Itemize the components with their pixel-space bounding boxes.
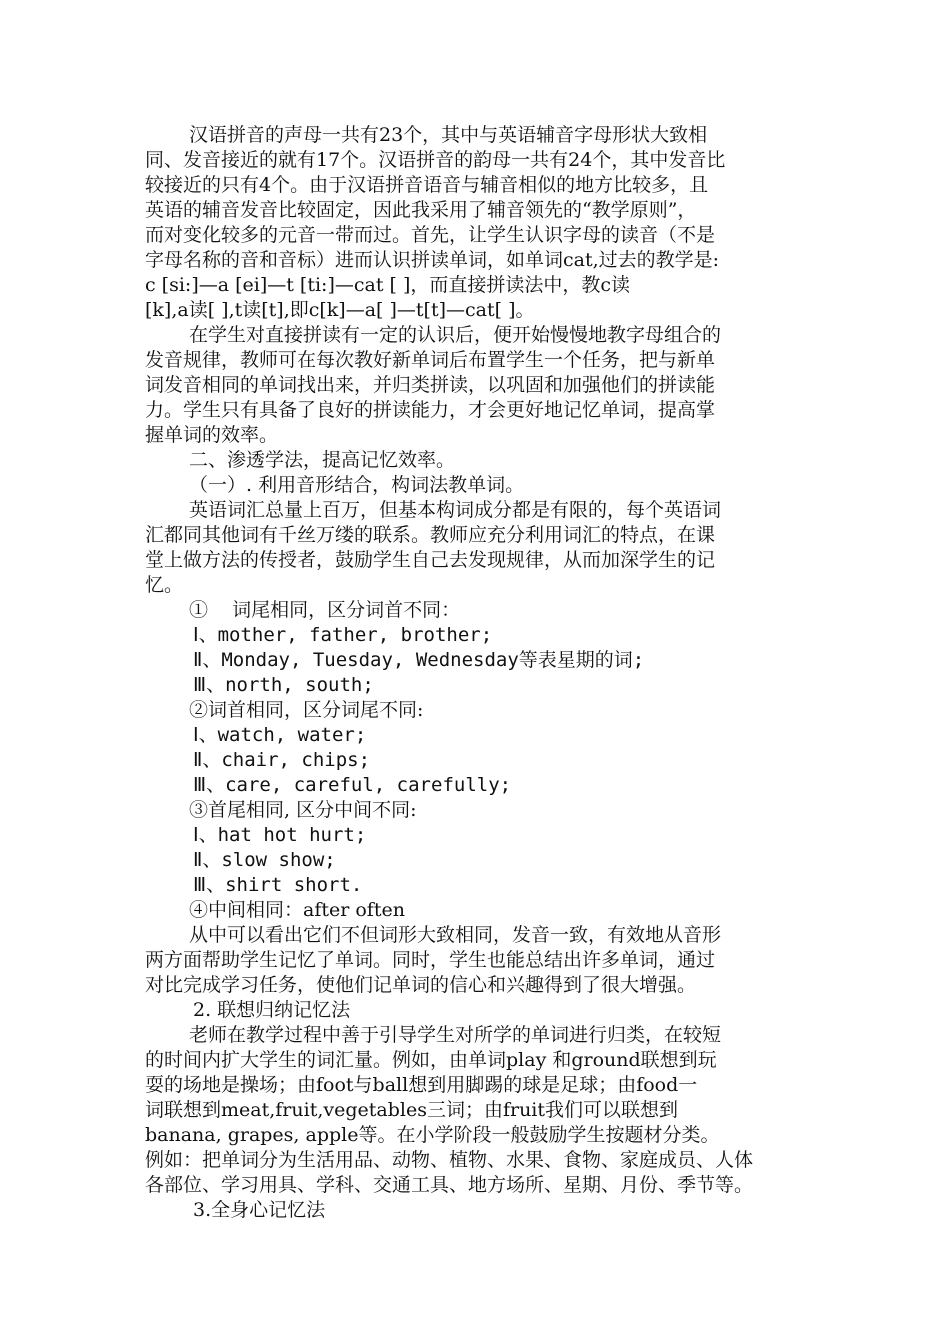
paragraph-line: 英语的辅音发音比较固定，因此我采用了辅音领先的“教学原则”， <box>145 199 697 221</box>
paragraph-line: 发音规律，教师可在每次教好新单词后布置学生一个任务，把与新单 <box>145 349 716 371</box>
list-item: Ⅱ、slow show; <box>193 849 336 871</box>
phonetic-line: [k],a读[ ],t读[t],即c[k]—a[ ]—t[t]—cat[ ]。 <box>145 299 535 321</box>
subsection-heading: （一）. 利用音形结合，构词法教单词。 <box>189 474 525 496</box>
paragraph-line: 忆。 <box>145 574 184 596</box>
list-item: Ⅲ、shirt short. <box>193 874 363 896</box>
paragraph-line: 较接近的只有4个。由于汉语拼音语音与辅音相似的地方比较多，且 <box>145 174 709 196</box>
phonetic-line: c [si:]—a [ei]—t [ti:]—cat [ ]，而直接拼读法中，教c读 <box>145 274 631 296</box>
paragraph-line: banana, grapes, apple等。在小学阶段一般鼓励学生按题材分类。 <box>145 1124 720 1146</box>
list-item: Ⅲ、north, south; <box>193 674 374 696</box>
list-item: Ⅰ、hat hot hurt; <box>193 824 367 846</box>
section-heading: 二、渗透学法，提高记忆效率。 <box>189 449 456 471</box>
paragraph-line: 堂上做方法的传授者，鼓励学生自己去发现规律，从而加深学生的记 <box>145 549 716 571</box>
list-item: Ⅲ、care, careful, carefully; <box>193 774 512 796</box>
paragraph-line: 老师在教学过程中善于引导学生对所学的单词进行归类，在较短 <box>189 1024 722 1046</box>
paragraph-line: 英语词汇总量上百万，但基本构词成分都是有限的，每个英语词 <box>189 499 722 521</box>
paragraph-line: 的时间内扩大学生的词汇量。例如，由单词play 和ground联想到玩 <box>145 1049 717 1071</box>
list-heading: ① 词尾相同，区分词首不同： <box>189 599 461 621</box>
paragraph-line: 各部位、学习用具、学科、交通工具、地方场所、星期、月份、季节等。 <box>145 1174 754 1196</box>
paragraph-line: 词联想到meat,fruit,vegetables三词；由fruit我们可以联想到 <box>145 1099 679 1121</box>
paragraph-line: 耍的场地是操场；由foot与ball想到用脚踢的球是足球；由food一 <box>145 1074 698 1096</box>
paragraph-line: 而对变化较多的元音一带而过。首先，让学生认识字母的读音（不是 <box>145 224 716 246</box>
subsection-heading: 3.全身心记忆法 <box>193 1199 326 1221</box>
list-item: Ⅰ、mother, father, brother; <box>193 624 493 646</box>
paragraph-line: 词发音相同的单词找出来，并归类拼读，以巩固和加强他们的拼读能 <box>145 374 716 396</box>
paragraph-line: 在学生对直接拼读有一定的认识后，便开始慢慢地教字母组合的 <box>189 324 722 346</box>
paragraph-line: 同、发音接近的就有17个。汉语拼音的韵母一共有24个，其中发音比 <box>145 149 726 171</box>
subsection-heading: 2. 联想归纳记忆法 <box>193 999 351 1021</box>
paragraph-line: 对比完成学习任务，使他们记单词的信心和兴趣得到了很大增强。 <box>145 974 697 996</box>
list-item: Ⅰ、watch, water; <box>193 724 367 746</box>
paragraph-line: 汇都同其他词有千丝万缕的联系。教师应充分利用词汇的特点，在课 <box>145 524 716 546</box>
paragraph-line: 握单词的效率。 <box>145 424 279 446</box>
paragraph-line: 字母名称的音和音标）进而认识拼读单词，如单词cat,过去的教学是: <box>145 249 720 271</box>
list-heading: ③首尾相同, 区分中间不同: <box>189 799 417 821</box>
paragraph-line: 汉语拼音的声母一共有23个，其中与英语辅音字母形状大致相 <box>189 124 708 146</box>
list-item: Ⅱ、chair, chips; <box>193 749 371 771</box>
paragraph-line: 两方面帮助学生记忆了单词。同时，学生也能总结出许多单词，通过 <box>145 949 716 971</box>
paragraph-line: 力。学生只有具备了良好的拼读能力，才会更好地记忆单词，提高掌 <box>145 399 716 421</box>
list-heading: ②词首相同，区分词尾不同: <box>189 699 424 721</box>
document-body <box>145 123 815 1223</box>
list-item: Ⅱ、Monday, Tuesday, Wednesday等表星期的词; <box>193 649 645 671</box>
paragraph-line: 例如：把单词分为生活用品、动物、植物、水果、食物、家庭成员、人体 <box>145 1149 754 1171</box>
list-heading: ④中间相同：after often <box>189 899 405 921</box>
paragraph-line: 从中可以看出它们不但词形大致相同，发音一致，有效地从音形 <box>189 924 722 946</box>
